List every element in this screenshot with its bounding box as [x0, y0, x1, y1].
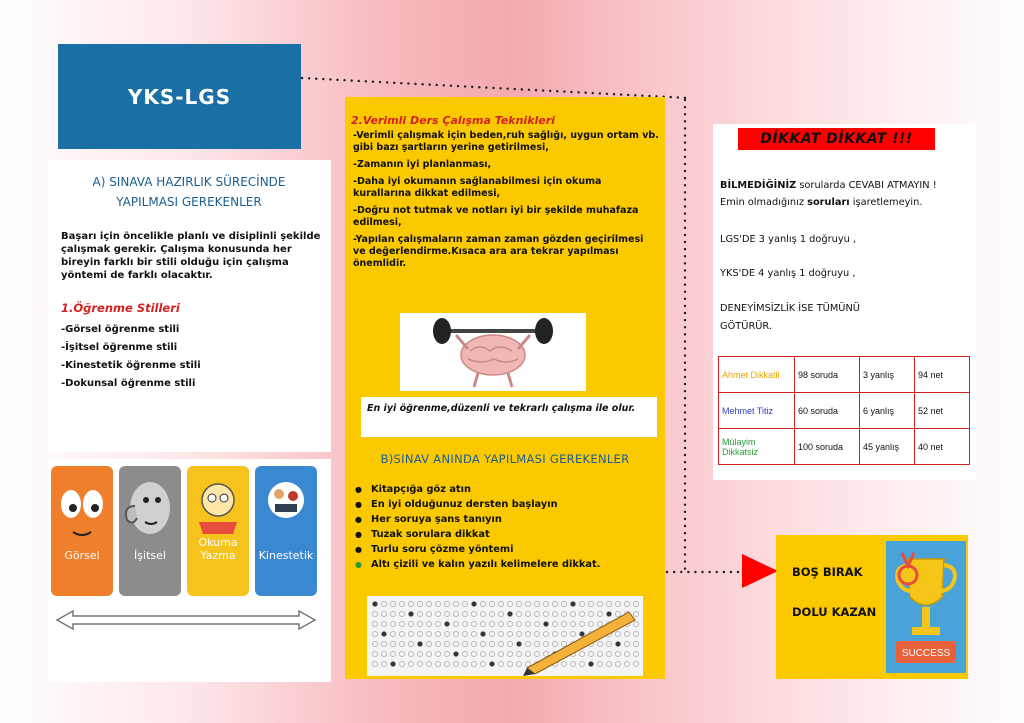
section-a-line1: A) SINAVA HAZIRLIK SÜRECİNDE [92, 175, 286, 189]
style-card-kinestetik [255, 466, 317, 596]
list-item: -Yapılan çalışmaların zaman zaman gözden geçirilmesi ve değerlendirme.Kısaca ara ara tekrar yapılması önemlidir. [353, 234, 644, 269]
style-card-isitsel [119, 466, 181, 596]
question-count: 60 soruda [795, 393, 860, 429]
leave-blank-text: BOŞ BIRAK [792, 565, 863, 579]
card-label: İşitsel [134, 549, 166, 562]
answer-sheet-pencil-icon [367, 596, 643, 676]
card-label: Görsel [64, 549, 100, 562]
table-row [719, 357, 970, 393]
ear-face-icon [119, 466, 181, 546]
warning-banner [738, 128, 935, 150]
table-row [719, 429, 970, 465]
inexperience-line-1: DENEYİMSİZLİK İSE TÜMÜNÜ [720, 303, 860, 314]
wrong-count: 3 yanlış [860, 357, 915, 393]
warning-line-1-bold: BİLMEDİĞİNİZ [720, 180, 797, 191]
student-name: Mülayim Dikkatsiz [719, 429, 795, 465]
list-item: -Dokunsal öğrenme stili [61, 378, 196, 389]
score-table [718, 356, 970, 465]
question-count: 100 soruda [795, 429, 860, 465]
list-item: -Zamanın iyi planlanması, [353, 159, 492, 170]
reading-figure-icon [187, 466, 249, 546]
study-techniques-panel [345, 97, 665, 679]
list-item: -İşitsel öğrenme stili [61, 342, 178, 353]
list-item: ● Tuzak sorulara dikkat [355, 527, 655, 542]
style-card-gorsel [51, 466, 113, 596]
warning-banner-text: DİKKAT DİKKAT !!! [760, 131, 913, 147]
double-arrow-icon [55, 609, 317, 631]
brain-dumbbell-icon [400, 313, 586, 391]
warning-line-2-pre: Emin olmadığınız [720, 197, 808, 208]
net-score: 94 net [915, 357, 970, 393]
dotted-connector-vertical [678, 96, 692, 576]
red-arrow-icon [740, 550, 780, 592]
warning-line-1-rest: sorularda CEVABI ATMAYIN ! [796, 180, 937, 191]
student-name: Mehmet Titiz [719, 393, 795, 429]
style-card-okuma-yazma [187, 466, 249, 596]
card-label: Okuma Yazma [198, 536, 238, 562]
yks-rule: YKS'DE 4 yanlış 1 doğruyu , [720, 268, 856, 279]
list-item: ● Turlu soru çözme yöntemi [355, 542, 655, 557]
list-item: ● Kitapçığa göz atın [355, 482, 655, 497]
techniques-list [353, 130, 659, 275]
list-item: -Daha iyi okumanın sağlanabilmesi için okuma kurallarına dikkat edilmesi, [353, 176, 602, 199]
preparation-panel [47, 160, 331, 452]
intro-text: Başarı için öncelikle planlı ve disiplinli şekilde çalışmak gerekir. Çalışma konusunda her bireyin farklı bir stili olduğu için çalışma yöntemi de farklı olacaktır. [61, 231, 321, 281]
list-item: ● En iyi olduğunuz dersten başlayın [355, 497, 655, 512]
list-item: -Doğru not tutmak ve notları iyi bir şekilde muhafaza edilmesi, [353, 205, 639, 228]
card-label: Kinestetik [258, 549, 314, 562]
section-a-line2: YAPILMASI GEREKENLER [116, 195, 262, 209]
list-item: ● Her soruya şans tanıyın [355, 512, 655, 527]
list-item: ● Altı çizili ve kalın yazılı kelimelere dikkat. [355, 557, 655, 572]
warning-panel [713, 124, 976, 480]
title-box [58, 44, 301, 149]
wrong-count: 45 yanlış [860, 429, 915, 465]
list-item: -Görsel öğrenme stili [61, 324, 180, 335]
inexperience-line-2: GÖTÜRÜR. [720, 321, 773, 332]
dotted-connector-bottom [665, 566, 745, 578]
exam-tips-list [355, 482, 655, 572]
lgs-rule: LGS'DE 3 yanlış 1 doğruyu , [720, 234, 857, 245]
activity-collage-icon [255, 466, 317, 546]
section-b-title: B)SINAV ANINDA YAPILMASI GEREKENLER [380, 452, 630, 466]
list-item: -Kinestetik öğrenme stili [61, 360, 201, 371]
wrong-count: 6 yanlış [860, 393, 915, 429]
success-panel [776, 535, 968, 679]
section-a-title [47, 172, 331, 212]
learning-styles-heading: 1.Öğrenme Stilleri [61, 301, 180, 315]
student-name: Ahmet Dikkatli [719, 357, 795, 393]
net-score: 40 net [915, 429, 970, 465]
learning-styles-illustration [47, 459, 331, 682]
warning-line-2-bold: soruları [807, 197, 850, 208]
answer-sheet-image [367, 596, 643, 676]
learning-styles-list [61, 321, 201, 393]
table-row [719, 393, 970, 429]
win-full-text: DOLU KAZAN [792, 605, 877, 619]
quote-box [361, 397, 657, 437]
page-title: YKS-LGS [127, 84, 232, 109]
success-label: SUCCESS [901, 648, 951, 659]
warning-line-2-post: işaretlemeyin. [849, 197, 923, 208]
warning-line-1 [720, 177, 937, 194]
eye-face-icon [51, 466, 113, 546]
trophy-icon [886, 541, 966, 673]
techniques-heading: 2.Verimli Ders Çalışma Teknikleri [351, 114, 555, 127]
question-count: 98 soruda [795, 357, 860, 393]
quote-text: En iyi öğrenme,düzenli ve tekrarlı çalışma ile olur. [367, 403, 636, 414]
brain-lifting-image [400, 313, 586, 391]
net-score: 52 net [915, 393, 970, 429]
list-item: -Verimli çalışmak için beden,ruh sağlığı, uygun ortam vb. gibi bazı şartların yerine getirilmesi, [353, 130, 659, 153]
warning-line-2 [720, 194, 922, 211]
